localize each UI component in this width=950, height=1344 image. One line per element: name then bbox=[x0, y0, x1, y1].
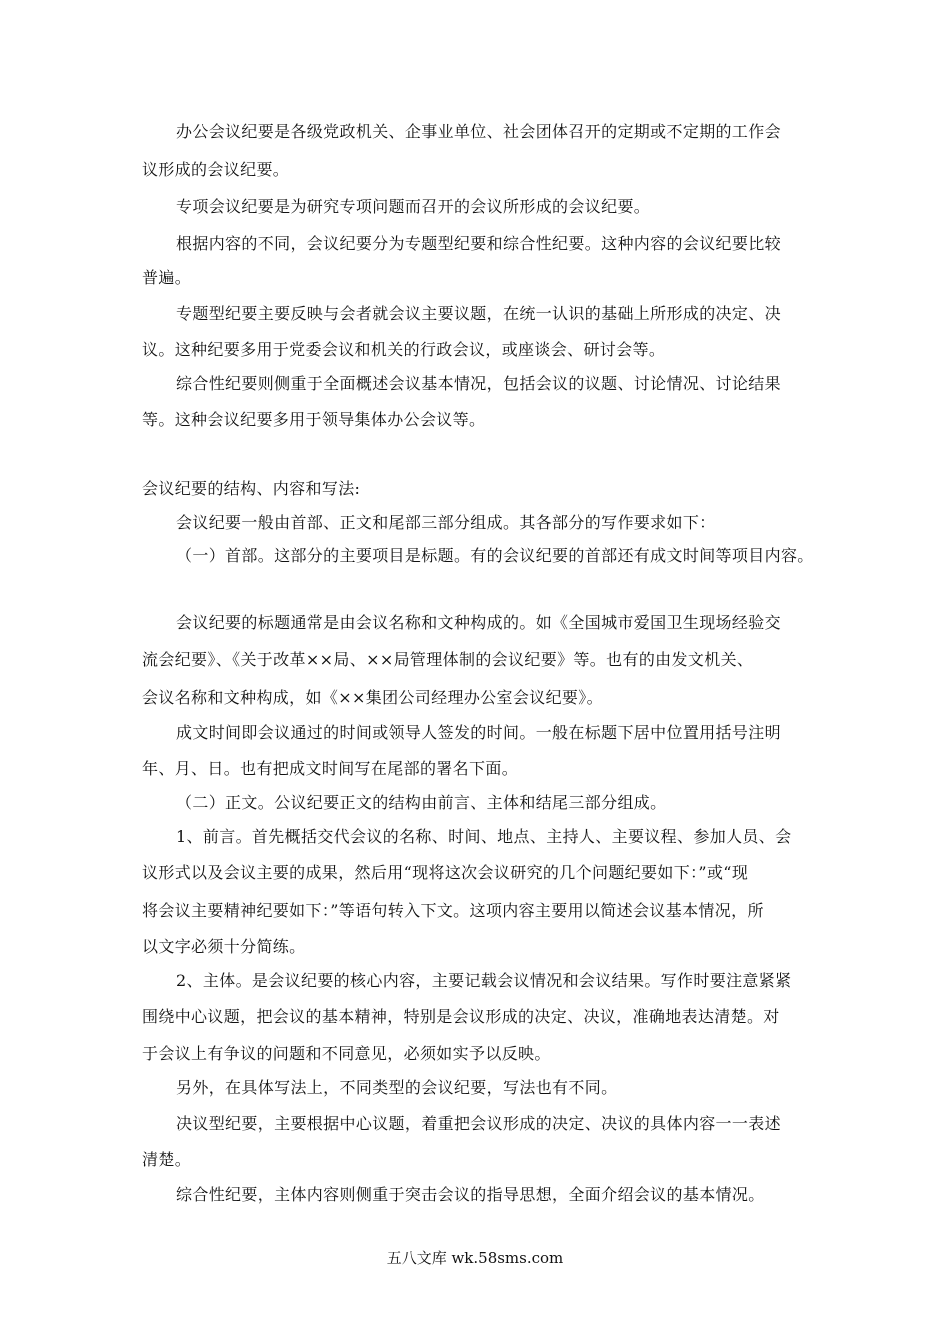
paragraph-line: （一）首部。这部分的主要项目是标题。有的会议纪要的首部还有成文时间等项目内容。 bbox=[176, 546, 814, 565]
paragraph-line: 专项会议纪要是为研究专项问题而召开的会议所形成的会议纪要。 bbox=[176, 197, 651, 216]
paragraph-line: 议。这种纪要多用于党委会议和机关的行政会议，或座谈会、研讨会等。 bbox=[142, 340, 666, 359]
paragraph-line: 1、前言。首先概括交代会议的名称、时间、地点、主持人、主要议程、参加人员、会 bbox=[176, 827, 792, 846]
page-footer: 五八文库 wk.58sms.com bbox=[386, 1249, 564, 1267]
paragraph-line: 于会议上有争议的问题和不同意见，必须如实予以反映。 bbox=[142, 1044, 551, 1063]
paragraph-line: 决议型纪要，主要根据中心议题，着重把会议形成的决定、决议的具体内容一一表述 bbox=[176, 1114, 781, 1133]
paragraph-line: 综合性纪要则侧重于全面概述会议基本情况，包括会议的议题、讨论情况、讨论结果 bbox=[176, 374, 781, 393]
paragraph-line: 会议纪要一般由首部、正文和尾部三部分组成。其各部分的写作要求如下： bbox=[176, 513, 716, 532]
paragraph-line: 专题型纪要主要反映与会者就会议主要议题，在统一认识的基础上所形成的决定、决 bbox=[176, 304, 781, 323]
paragraph-line: 议形成的会议纪要。 bbox=[142, 160, 290, 179]
paragraph-line: 会议名称和文种构成，如《××集团公司经理办公室会议纪要》。 bbox=[142, 688, 603, 707]
paragraph-line: （二）正文。公议纪要正文的结构由前言、主体和结尾三部分组成。 bbox=[176, 793, 667, 812]
paragraph-line: 另外，在具体写法上，不同类型的会议纪要，写法也有不同。 bbox=[176, 1078, 618, 1097]
paragraph-line: 清楚。 bbox=[142, 1150, 192, 1169]
paragraph-line: 办公会议纪要是各级党政机关、企事业单位、社会团体召开的定期或不定期的工作会 bbox=[176, 122, 781, 141]
paragraph-line: 等。这种会议纪要多用于领导集体办公会议等。 bbox=[142, 410, 486, 429]
paragraph-line: 根据内容的不同，会议纪要分为专题型纪要和综合性纪要。这种内容的会议纪要比较 bbox=[176, 234, 781, 253]
paragraph-line: 会议纪要的标题通常是由会议名称和文种构成的。如《全国城市爱国卫生现场经验交 bbox=[176, 613, 781, 632]
paragraph-line: 普遍。 bbox=[142, 268, 192, 287]
paragraph-line: 流会纪要》、《关于改革××局、××局管理体制的会议纪要》等。也有的由发文机关、 bbox=[142, 650, 754, 669]
paragraph-line: 成文时间即会议通过的时间或领导人签发的时间。一般在标题下居中位置用括号注明 bbox=[176, 723, 781, 742]
paragraph-line: 围绕中心议题，把会议的基本精神，特别是会议形成的决定、决议，准确地表达清楚。对 bbox=[142, 1007, 780, 1026]
paragraph-line: 将会议主要精神纪要如下：”等语句转入下文。这项内容主要用以简述会议基本情况，所 bbox=[142, 901, 764, 920]
paragraph-line: 以文字必须十分简练。 bbox=[142, 937, 306, 956]
paragraph-line: 年、月、日。也有把成文时间写在尾部的署名下面。 bbox=[142, 759, 519, 778]
section-heading: 会议纪要的结构、内容和写法: bbox=[142, 479, 361, 498]
paragraph-line: 2、主体。是会议纪要的核心内容，主要记载会议情况和会议结果。写作时要注意紧紧 bbox=[176, 971, 792, 990]
paragraph-line: 综合性纪要，主体内容则侧重于突击会议的指导思想，全面介绍会议的基本情况。 bbox=[176, 1185, 765, 1204]
paragraph-line: 议形式以及会议主要的成果，然后用“现将这次会议研究的几个问题纪要如下：”或“现 bbox=[142, 863, 749, 882]
